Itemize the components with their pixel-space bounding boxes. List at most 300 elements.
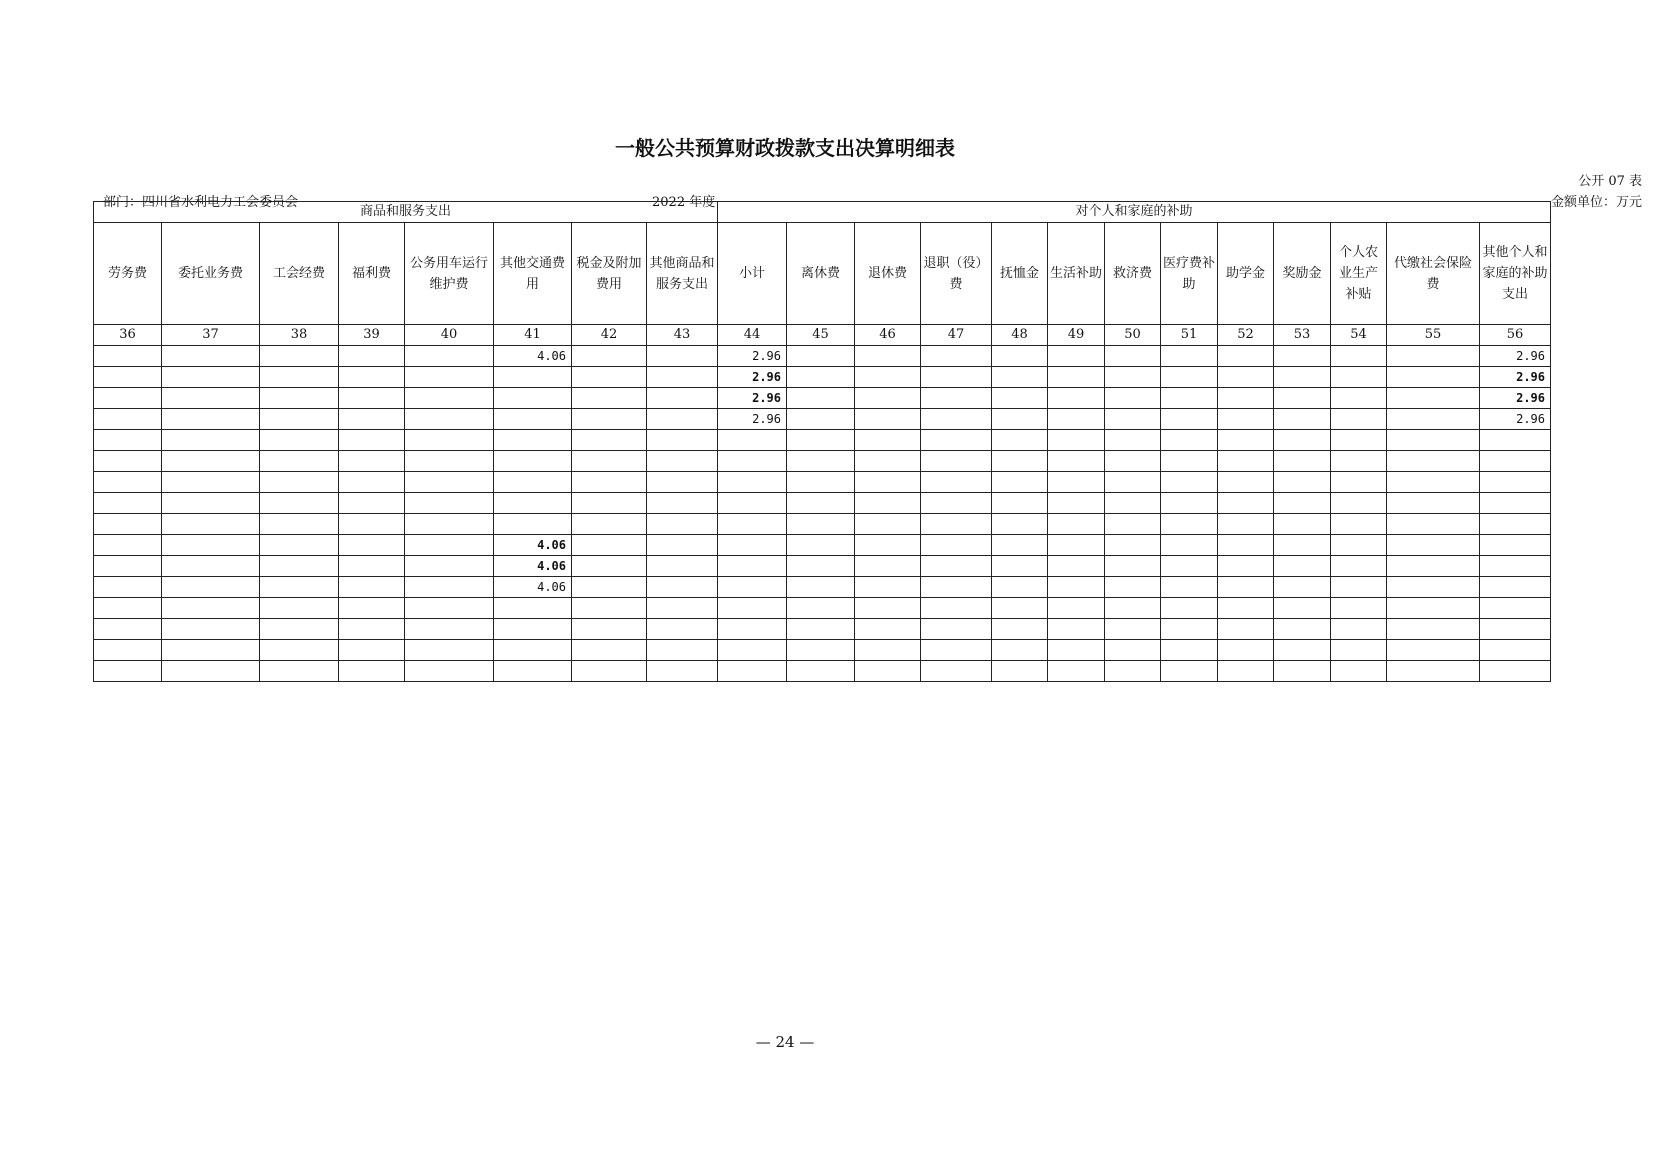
table-cell [162,535,260,556]
table-cell [992,640,1048,661]
table-cell [1387,451,1480,472]
table-cell [718,577,787,598]
table-cell [1331,409,1387,430]
table-cell [787,367,855,388]
table-cell [405,430,494,451]
table-cell [94,493,162,514]
table-cell [1105,493,1161,514]
table-cell [1331,619,1387,640]
table-cell [339,472,405,493]
table-cell [992,598,1048,619]
table-cell [1331,388,1387,409]
table-cell [1387,577,1480,598]
table-cell [94,661,162,682]
table-cell [855,430,921,451]
table-cell [718,451,787,472]
table-cell [1161,388,1218,409]
table-cell [1105,514,1161,535]
table-cell [1274,598,1331,619]
table-cell [260,430,339,451]
column-header: 医疗费补助 [1161,223,1218,325]
table-cell [1218,409,1274,430]
table-cell [1274,493,1331,514]
table-cell [162,388,260,409]
table-cell [494,430,572,451]
table-row [94,514,1551,535]
table-cell [1387,472,1480,493]
column-header: 工会经费 [260,223,339,325]
table-cell [921,430,992,451]
table-cell [647,640,718,661]
table-cell [787,409,855,430]
table-cell [339,640,405,661]
column-header: 税金及附加费用 [572,223,647,325]
table-cell [94,619,162,640]
table-cell [1331,493,1387,514]
table-cell [405,640,494,661]
table-cell [94,577,162,598]
table-cell [260,409,339,430]
group-goods-services: 商品和服务支出 [94,202,718,223]
table-cell [718,430,787,451]
table-cell: 2.96 [718,346,787,367]
table-cell [1274,535,1331,556]
table-cell: 2.96 [1480,367,1551,388]
table-cell [787,472,855,493]
table-cell [718,598,787,619]
column-number: 43 [647,325,718,346]
column-number: 48 [992,325,1048,346]
table-cell [992,472,1048,493]
column-header: 抚恤金 [992,223,1048,325]
table-cell [1048,640,1105,661]
table-cell [1331,661,1387,682]
table-cell [405,535,494,556]
table-cell [855,472,921,493]
table-cell: 4.06 [494,556,572,577]
table-cell [1274,556,1331,577]
table-row [94,367,1551,388]
table-cell [339,493,405,514]
table-cell [855,514,921,535]
table-cell [718,472,787,493]
table-cell [94,409,162,430]
table-cell [992,451,1048,472]
table-cell [1218,577,1274,598]
column-number-row [94,325,1551,346]
table-cell [260,367,339,388]
table-cell [572,472,647,493]
page-title: 一般公共预算财政拨款支出决算明细表 [615,136,955,160]
table-cell [1218,598,1274,619]
column-header: 离休费 [787,223,855,325]
table-cell [1387,346,1480,367]
table-cell: 2.96 [718,388,787,409]
table-cell [339,556,405,577]
table-row [94,451,1551,472]
table-cell [1480,493,1551,514]
table-cell [1048,346,1105,367]
table-cell [1161,367,1218,388]
table-cell [94,640,162,661]
table-cell [94,598,162,619]
table-cell: 2.96 [718,409,787,430]
table-cell [572,535,647,556]
column-number: 46 [855,325,921,346]
table-cell [647,451,718,472]
table-cell [339,367,405,388]
department-label: 部门：四川省水利电力工会委员会 [103,195,299,210]
page-number: — 24 — [755,1033,815,1051]
table-cell [494,367,572,388]
table-cell [787,493,855,514]
column-number: 52 [1218,325,1274,346]
table-cell [787,598,855,619]
table-cell [992,514,1048,535]
table-cell [855,661,921,682]
table-cell [260,451,339,472]
column-number: 42 [572,325,647,346]
column-header: 退职（役）费 [921,223,992,325]
table-row [94,598,1551,619]
table-row [94,493,1551,514]
column-header: 其他个人和家庭的补助支出 [1480,223,1551,325]
table-cell [1387,514,1480,535]
table-cell [647,388,718,409]
table-cell [992,661,1048,682]
table-cell [855,619,921,640]
year-label: 2022 年度 [652,195,716,210]
column-header: 个人农业生产补贴 [1331,223,1387,325]
table-cell [921,367,992,388]
table-cell [405,472,494,493]
table-cell [1048,493,1105,514]
table-cell [162,661,260,682]
table-cell [494,598,572,619]
column-number: 36 [94,325,162,346]
table-cell [1048,430,1105,451]
table-cell [921,661,992,682]
table-cell [1161,409,1218,430]
column-header: 退休费 [855,223,921,325]
table-cell [339,346,405,367]
table-cell [162,514,260,535]
table-cell [647,556,718,577]
table-cell [1161,535,1218,556]
table-cell [1218,661,1274,682]
table-cell: 4.06 [494,346,572,367]
table-cell [992,346,1048,367]
table-cell [162,619,260,640]
table-cell: 2.96 [1480,409,1551,430]
table-cell [1161,619,1218,640]
table-cell [260,493,339,514]
table-cell [494,388,572,409]
table-cell [339,514,405,535]
table-cell [647,346,718,367]
table-cell [1387,661,1480,682]
table-cell [992,388,1048,409]
table-cell [921,388,992,409]
table-cell [162,472,260,493]
table-row [94,640,1551,661]
column-number: 53 [1274,325,1331,346]
table-cell [94,451,162,472]
table-cell [1048,451,1105,472]
table-cell [787,430,855,451]
table-cell [94,472,162,493]
table-cell [1161,598,1218,619]
table-cell [647,472,718,493]
table-cell [1387,535,1480,556]
table-row [94,346,1551,367]
table-cell [1161,556,1218,577]
table-cell [405,661,494,682]
column-number: 40 [405,325,494,346]
table-cell [260,640,339,661]
table-cell [1048,514,1105,535]
table-cell [1387,388,1480,409]
table-cell [339,388,405,409]
table-cell [94,388,162,409]
table-cell [1480,577,1551,598]
table-cell [405,514,494,535]
table-cell [1480,598,1551,619]
table-cell: 2.96 [718,367,787,388]
table-row [94,409,1551,430]
table-cell [572,598,647,619]
table-cell [1331,514,1387,535]
table-cell [787,388,855,409]
table-cell [494,514,572,535]
table-cell [921,451,992,472]
table-cell [339,619,405,640]
table-cell [647,661,718,682]
table-cell [405,493,494,514]
table-row [94,388,1551,409]
table-cell [1331,598,1387,619]
table-cell [1218,514,1274,535]
table-cell [162,451,260,472]
table-cell [339,661,405,682]
table-cell [1480,535,1551,556]
table-cell [1331,346,1387,367]
column-header: 生活补助 [1048,223,1105,325]
table-cell [405,619,494,640]
table-number: 公开 07 表 [1578,174,1642,189]
table-cell [1161,577,1218,598]
table-cell [787,535,855,556]
table-cell [921,409,992,430]
table-cell [405,598,494,619]
column-header-row [94,223,1551,325]
table-cell [647,430,718,451]
table-cell [1274,430,1331,451]
table-cell [339,430,405,451]
table-cell [921,472,992,493]
table-cell [1387,493,1480,514]
column-header: 助学金 [1218,223,1274,325]
table-cell [1161,451,1218,472]
table-cell [494,640,572,661]
table-cell [1048,661,1105,682]
table-cell [1218,556,1274,577]
table-cell [494,472,572,493]
unit-label: 金额单位：万元 [1550,195,1642,210]
table-cell [855,493,921,514]
table-row [94,430,1551,451]
table-row [94,535,1551,556]
table-cell [494,619,572,640]
table-cell [787,514,855,535]
table-cell [260,388,339,409]
table-cell [1387,367,1480,388]
table-cell [572,577,647,598]
table-cell [992,367,1048,388]
table-cell [787,451,855,472]
table-cell [921,514,992,535]
table-cell [1048,409,1105,430]
table-row [94,577,1551,598]
table-cell [260,556,339,577]
table-cell [339,451,405,472]
table-cell [162,556,260,577]
table-cell [992,577,1048,598]
table-cell [1218,346,1274,367]
table-cell [1218,640,1274,661]
table-cell [992,535,1048,556]
table-cell [855,388,921,409]
table-cell [647,619,718,640]
table-cell [1274,388,1331,409]
column-number: 51 [1161,325,1218,346]
table-cell [572,619,647,640]
table-row [94,661,1551,682]
column-number: 54 [1331,325,1387,346]
table-cell [572,640,647,661]
table-cell [260,577,339,598]
table-cell [1048,619,1105,640]
table-cell [921,556,992,577]
table-cell: 2.96 [1480,388,1551,409]
table-cell [855,367,921,388]
table-cell [1048,598,1105,619]
table-cell [260,598,339,619]
table-cell [162,346,260,367]
table-row [94,556,1551,577]
table-cell [921,640,992,661]
table-cell [405,556,494,577]
table-cell [787,619,855,640]
table-cell [162,493,260,514]
table-cell [718,493,787,514]
table-cell [992,409,1048,430]
table-cell [647,577,718,598]
table-cell [787,556,855,577]
table-cell [718,619,787,640]
table-cell [787,640,855,661]
table-cell: 4.06 [494,577,572,598]
table-cell [647,409,718,430]
table-cell [1048,535,1105,556]
table-cell [787,661,855,682]
column-header: 代缴社会保险费 [1387,223,1480,325]
table-cell [921,346,992,367]
table-cell [1274,661,1331,682]
table-cell [787,346,855,367]
table-cell [1105,346,1161,367]
table-cell [572,430,647,451]
column-number: 41 [494,325,572,346]
table-cell [921,493,992,514]
table-cell [260,619,339,640]
table-cell [718,661,787,682]
table-cell [1387,556,1480,577]
table-cell [162,430,260,451]
table-cell [1105,430,1161,451]
table-cell [1161,661,1218,682]
table-cell [1274,640,1331,661]
column-number: 37 [162,325,260,346]
table-cell [1218,535,1274,556]
table-cell [1105,619,1161,640]
table-cell [1274,514,1331,535]
table-cell [1218,472,1274,493]
table-cell [921,619,992,640]
column-header: 福利费 [339,223,405,325]
table-cell [405,409,494,430]
table-cell [1105,367,1161,388]
table-cell [260,514,339,535]
table-cell [1274,577,1331,598]
table-cell [162,367,260,388]
table-cell [1480,556,1551,577]
column-header: 其他商品和服务支出 [647,223,718,325]
column-header: 劳务费 [94,223,162,325]
table-cell [1274,451,1331,472]
table-cell [572,514,647,535]
table-cell [1105,409,1161,430]
column-number: 39 [339,325,405,346]
table-cell [1387,409,1480,430]
table-cell [1387,430,1480,451]
table-cell [992,493,1048,514]
column-header: 奖励金 [1274,223,1331,325]
table-cell [94,514,162,535]
table-cell [1274,409,1331,430]
table-cell [1274,472,1331,493]
table-cell [162,409,260,430]
table-cell [718,514,787,535]
table-cell [1480,640,1551,661]
table-cell [572,388,647,409]
table-cell [992,430,1048,451]
expenditure-table [93,201,1551,682]
table-cell [339,535,405,556]
column-number: 47 [921,325,992,346]
table-cell [94,535,162,556]
table-cell [405,577,494,598]
table-cell [1218,451,1274,472]
table-row [94,472,1551,493]
column-header: 救济费 [1105,223,1161,325]
table-cell [405,388,494,409]
table-cell [494,661,572,682]
table-cell [787,577,855,598]
table-cell [572,451,647,472]
table-cell [1105,598,1161,619]
table-cell [1105,577,1161,598]
